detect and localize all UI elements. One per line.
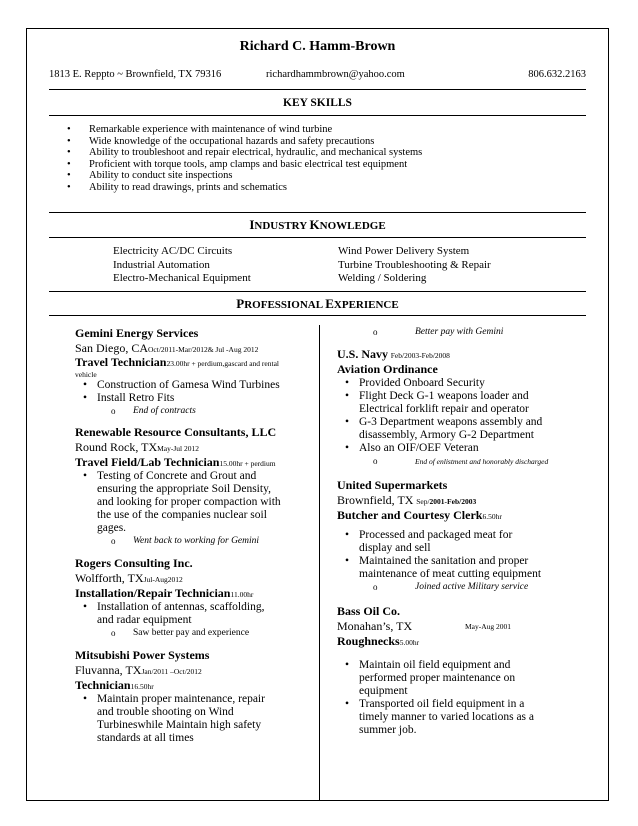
divider-line: [49, 115, 586, 116]
duty-item: • Installation of antennas, scaffolding, and radar equipment: [75, 601, 315, 627]
duty-item: • Maintain proper maintenance, repair and trouble shooting on Wind Turbineswhile Maintain high safety standards at all times: [75, 693, 315, 745]
experience-left-column: [75, 326, 315, 745]
location: Monahan’s, TX: [337, 619, 413, 633]
job-title: Technician: [75, 678, 131, 692]
duty-item: • Construction of Gamesa Wind Turbines: [75, 379, 315, 392]
job-note: o Went back to working for Gemini: [75, 535, 315, 548]
company-name: Bass Oil Co.: [337, 604, 401, 618]
job-note: o Better pay with Gemini: [337, 326, 587, 339]
company-name: U.S. Navy: [337, 347, 389, 361]
divider-line: [49, 237, 586, 238]
pay: 6.50hr: [482, 512, 502, 521]
divider-line: [49, 89, 586, 90]
job-title: Butcher and Courtesy Clerk: [337, 508, 483, 522]
company-name: United Supermarkets: [337, 478, 448, 492]
job-navy: [337, 347, 587, 468]
company-name: Rogers Consulting Inc.: [75, 556, 193, 570]
key-skills-list: [89, 124, 422, 194]
company-name: Gemini Energy Services: [75, 326, 199, 340]
duty-item: • Install Retro Fits: [75, 392, 315, 405]
dates: Sep/: [416, 497, 430, 506]
applicant-name: Richard C. Hamm-Brown: [239, 39, 396, 54]
industry-knowledge-right: [338, 245, 491, 286]
pay: 15.00hr + perdium: [219, 459, 276, 468]
skill-item: • Ability to troubleshoot and repair electrical, hydraulic, and mechanical systems: [89, 147, 422, 159]
job-rogers: [75, 556, 315, 640]
knowledge-item: Turbine Troubleshooting & Repair: [338, 258, 491, 271]
dates: Jul-Aug2012: [143, 575, 183, 584]
skill-item: • Wide knowledge of the occupational hazards and safety precautions: [89, 136, 422, 148]
job-mitsubishi: [75, 648, 315, 745]
duty-item: • Maintain oil field equipment and performed proper maintenance on equipment: [337, 659, 587, 698]
divider-line: [49, 315, 586, 316]
knowledge-item: Industrial Automation: [113, 258, 210, 271]
industry-knowledge-left: [113, 245, 251, 286]
duty-item: • Provided Onboard Security: [337, 377, 587, 390]
duty-item: • Flight Deck G-1 weapons loader and Electrical forklift repair and operator: [337, 390, 587, 416]
knowledge-item: Electricity AC/DC Circuits: [113, 245, 233, 257]
duty-item: • Also an OIF/OEF Veteran: [337, 442, 587, 455]
job-title: Travel Field/Lab Technician: [75, 455, 220, 469]
key-skills-title: KEY SKILLS: [283, 97, 352, 109]
skill-item: • Ability to read drawings, prints and schematics: [89, 182, 422, 194]
duty-item: • Transported oil field equipment in a timely manner to varied locations as a summer job.: [337, 698, 587, 737]
skill-item: • Ability to conduct site inspections: [89, 170, 422, 182]
industry-knowledge-title: INDUSTRY KNOWLEDGE: [249, 217, 386, 232]
location: Fluvanna, TX: [75, 663, 142, 677]
job-title: Aviation Ordinance: [337, 362, 438, 376]
duty-item: • Processed and packaged meat for display and sell: [337, 529, 587, 555]
company-name: Mitsubishi Power Systems: [75, 648, 210, 662]
dates: 2001-Feb/2003: [429, 497, 477, 506]
job-note: o Joined active Military service: [337, 581, 587, 594]
job-bass: [337, 604, 587, 737]
dates: Jan/2011 –Oct/2012: [141, 667, 202, 676]
dates: May-Aug 2001: [465, 622, 512, 631]
divider-line: [49, 212, 586, 213]
job-title: Installation/Repair Technician: [75, 586, 231, 600]
column-divider: [319, 325, 320, 801]
knowledge-item: Electro-Mechanical Equipment: [113, 272, 251, 284]
location: Wolfforth, TX: [75, 571, 144, 585]
experience-right-column: [337, 326, 587, 737]
email: richardhammbrown@yahoo.com: [266, 69, 405, 80]
knowledge-item: Welding / Soldering: [338, 272, 427, 284]
dates: Oct/2011-Mar/2012& Jul -Aug 2012: [148, 345, 259, 354]
skill-item: • Remarkable experience with maintenance of wind turbine: [89, 124, 422, 136]
job-note: o Saw better pay and experience: [75, 627, 315, 640]
job-note: o End of enlistment and honorably discharged: [337, 455, 587, 468]
professional-experience-title: PROFESSIONAL EXPERIENCE: [236, 296, 399, 311]
company-name: Renewable Resource Consultants, LLC: [75, 425, 277, 439]
resume-page: [26, 28, 609, 801]
knowledge-item: Wind Power Delivery System: [338, 245, 470, 257]
location: San Diego, CA: [75, 341, 148, 355]
location: Brownfield, TX: [337, 493, 414, 507]
job-renewable: [75, 425, 315, 548]
job-title: Travel Technician: [75, 355, 167, 369]
pay: 5.00hr: [399, 638, 420, 647]
pay-cont: vehicle: [75, 370, 97, 379]
job-title: Roughnecks: [337, 634, 400, 648]
pay: 11.00hr: [230, 590, 254, 599]
pay: 16.50hr: [130, 682, 154, 691]
skill-item: • Proficient with torque tools, amp clamps and basic electrical test equipment: [89, 159, 422, 171]
duty-item: • G-3 Department weapons assembly and disassembly, Armory G-2 Department: [337, 416, 587, 442]
duty-item: • Testing of Concrete and Grout and ensuring the appropriate Soil Density, and looking for proper compaction with the use of the companies nuclear soil gages.: [75, 470, 315, 535]
job-gemini: [75, 326, 315, 418]
job-note: o End of contracts: [75, 405, 315, 418]
duty-item: • Maintained the sanitation and proper maintenance of meat cutting equipment: [337, 555, 587, 581]
dates: Feb/2003-Feb/2008: [390, 351, 450, 360]
address: 1813 E. Reppto ~ Brownfield, TX 79316: [49, 69, 222, 80]
dates: May-Jul 2012: [157, 444, 199, 453]
phone: 806.632.2163: [528, 69, 586, 80]
pay: 23.00hr + perdium,gascard and rental: [166, 359, 279, 368]
location: Round Rock, TX: [75, 440, 158, 454]
job-united: [337, 478, 587, 594]
divider-line: [49, 291, 586, 292]
